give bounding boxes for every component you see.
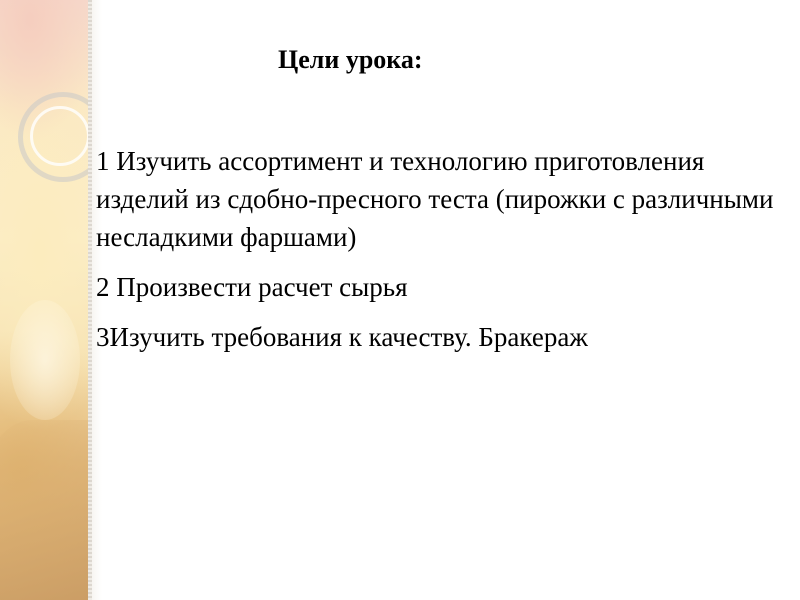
goals-list	[96, 142, 776, 368]
bowl-inner-rim-decoration	[30, 106, 88, 166]
slide-title: Цели урока:	[278, 45, 423, 74]
goal-item-3: 3Изучить требования к качеству. Бракераж	[96, 322, 588, 352]
wooden-board	[0, 420, 88, 600]
goal-item-1: 1 Изучить ассортимент и технологию приготовления изделий из сдобно-пресного теста (пирожки с различными несладкими фаршами)	[96, 146, 774, 252]
dough-highlight	[10, 300, 80, 420]
goal-item-2: 2 Произвести расчет сырья	[96, 272, 408, 302]
dough-photo-strip	[0, 0, 88, 600]
